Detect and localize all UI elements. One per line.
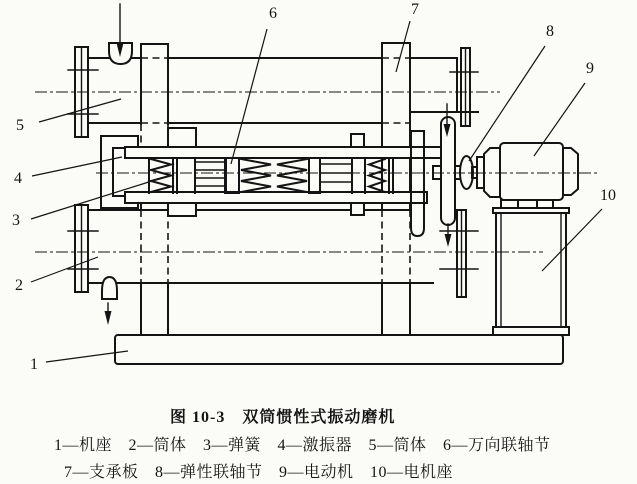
clamp-block (168, 128, 196, 147)
motor-base (493, 208, 569, 335)
spring-4 (365, 158, 393, 193)
part-label-5: 5 (16, 117, 24, 134)
universal-joint-2 (320, 158, 352, 193)
part-label-4: 4 (14, 170, 22, 187)
universal-joint-1 (195, 158, 225, 193)
vibration-arrow-bottom (445, 234, 452, 247)
exciter-top-plate (125, 147, 444, 158)
cylinder-top (88, 58, 478, 123)
clamp-block (168, 203, 196, 216)
part-label-7: 7 (411, 1, 419, 18)
shaft-disc (309, 158, 320, 193)
discharge-arrow (105, 311, 112, 325)
part-label-2: 2 (15, 277, 23, 294)
motor-foot (537, 200, 553, 208)
clamp-block (351, 134, 364, 147)
legend-line-2: 7—支承板 8—弹性联轴节 9—电动机 10—电机座 (64, 464, 454, 481)
discharge-spout (102, 277, 117, 325)
flange-top-right (450, 48, 478, 126)
part-label-9: 9 (586, 60, 594, 77)
part-label-3: 3 (12, 212, 20, 229)
part-label-1: 1 (30, 356, 38, 373)
motor-body (500, 143, 563, 200)
support-plate-right (382, 43, 410, 335)
part-label-10: 10 (600, 187, 616, 204)
flange-bottom-left (68, 205, 98, 292)
legend-line-1: 1—机座 2—筒体 3—弹簧 4—激振器 5—筒体 6—万向联轴节 (54, 437, 551, 454)
exciter-bottom-plate (125, 192, 427, 203)
motor-foot (501, 200, 518, 208)
spring-2 (241, 159, 271, 192)
electric-motor (484, 143, 578, 208)
caption-title: 图 10-3 双筒惯性式振动磨机 (170, 409, 396, 426)
shaft-disc (226, 158, 239, 193)
part-label-6: 6 (269, 5, 277, 22)
support-plate-left (141, 44, 168, 335)
motor-end-bell-right (563, 148, 578, 195)
spring-3 (277, 159, 307, 192)
exciter-assembly (101, 128, 444, 236)
clamp-block (351, 203, 364, 215)
feed-hopper (109, 4, 132, 64)
part-label-8: 8 (546, 23, 554, 40)
machine-base (115, 335, 563, 364)
spring-1 (149, 158, 177, 193)
